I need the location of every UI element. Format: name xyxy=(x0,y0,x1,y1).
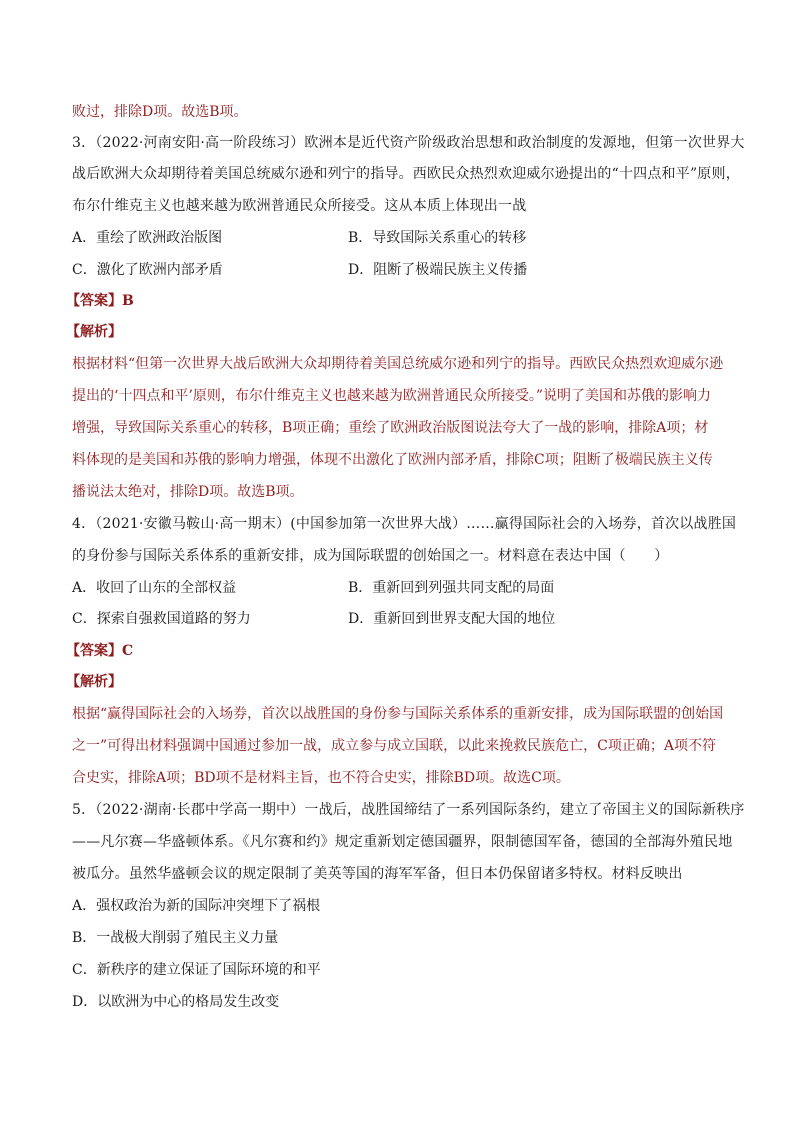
question-5-option-a: A．强权政治为新的国际冲突埋下了祸根 xyxy=(72,898,321,914)
question-4-option-c: C．探索自强救国道路的努力 xyxy=(72,611,251,627)
question-5-option-c: C．新秩序的建立保证了国际环境的和平 xyxy=(72,962,321,978)
question-4-option-a: A．收回了山东的全部权益 xyxy=(72,580,237,596)
question-5-option-d: D．以欧洲为中心的格局发生改变 xyxy=(72,994,280,1010)
question-4-option-b: B．重新回到列强共同支配的局面 xyxy=(348,580,555,596)
question-3-analysis-line-3: 增强，导致国际关系重心的转移，B项正确；重绘了欧洲政治版图说法夸大了一战的影响，排除A项；材 xyxy=(72,420,709,436)
question-4-analysis-label: 【解析】 xyxy=(66,674,122,690)
question-3-analysis-line-4: 料体现的是美国和苏俄的影响力增强，体现不出激化了欧洲内部矛盾，排除C项；阻断了极端民族主义传 xyxy=(72,452,713,468)
question-5-stem-line-3: 被瓜分。虽然华盛顿会议的规定限制了美英等国的海军军备，但日本仍保留诸多特权。材料反映出 xyxy=(72,866,683,882)
question-3-option-d: D．阻断了极端民族主义传播 xyxy=(348,262,528,278)
question-4-stem-line-1: 4．（2021·安徽马鞍山·高一期末）(中国参加第一次世界大战）……赢得国际社会的入场券，首次以战胜国 xyxy=(72,516,737,532)
question-5-option-b: B．一战极大削弱了殖民主义力量 xyxy=(72,930,279,946)
question-3-answer: 【答案】B xyxy=(66,293,134,309)
question-4-analysis-line-1: 根据“赢得国际社会的入场券，首次以战胜国的身份参与国际关系体系的重新安排，成为国际联盟的创始国 xyxy=(72,706,724,722)
question-4-analysis-line-2: 之一”可得出材料强调中国通过参加一战，成立参与成立国联，以此来挽救民族危亡，C项正确；A项不符 xyxy=(72,738,716,754)
question-4-stem-line-2: 的身份参与国际关系体系的重新安排，成为国际联盟的创始国之一。材料意在表达中国（ ） xyxy=(72,548,669,564)
question-3-stem-line-3: 布尔什维克主义也越来越为欧洲普通民众所接受。这从本质上体现出一战 xyxy=(72,198,527,214)
question-4-analysis-line-3: 合史实，排除A项；BD项不是材料主旨，也不符合史实，排除BD项。故选C项。 xyxy=(72,770,570,786)
question-3-analysis-line-2: 提出的‘十四点和平’原则，布尔什维克主义也越来越为欧洲普通民众所接受。”说明了美国和苏俄的影响力 xyxy=(72,388,712,404)
question-5-stem-line-1: 5．（2022·湖南·长郡中学高一期中）一战后，战胜国缔结了一系列国际条约，建立了帝国主义的国际新秩序 xyxy=(72,802,745,818)
question-3-analysis-label: 【解析】 xyxy=(66,324,122,340)
question-3-option-b: B．导致国际关系重心的转移 xyxy=(348,230,527,246)
question-3-option-c: C．激化了欧洲内部矛盾 xyxy=(72,262,223,278)
question-3-analysis-line-1: 根据材料“但第一次世界大战后欧洲大众却期待着美国总统威尔逊和列宁的指导。西欧民众热烈欢迎威尔逊 xyxy=(72,356,724,372)
question-3-stem-line-1: 3．（2022·河南安阳·高一阶段练习）欧洲本是近代资产阶级政治思想和政治制度的发源地，但第一次世界大 xyxy=(72,135,745,151)
previous-analysis-tail: 败过，排除D项。故选B项。 xyxy=(72,104,248,120)
question-3-stem-line-2: 战后欧洲大众却期待着美国总统威尔逊和列宁的指导。西欧民众热烈欢迎威尔逊提出的“十四点和平”原则， xyxy=(72,166,740,182)
question-3-option-a: A．重绘了欧洲政治版图 xyxy=(72,230,223,246)
question-3-analysis-line-5: 播说法太绝对，排除D项。故选B项。 xyxy=(72,484,304,500)
question-4-option-d: D．重新回到世界支配大国的地位 xyxy=(348,611,556,627)
question-4-answer: 【答案】C xyxy=(66,643,134,659)
question-5-stem-line-2: ——凡尔赛—华盛顿体系。《凡尔赛和约》规定重新划定德国疆界，限制德国军备，德国的全部海外殖民地 xyxy=(72,834,733,850)
